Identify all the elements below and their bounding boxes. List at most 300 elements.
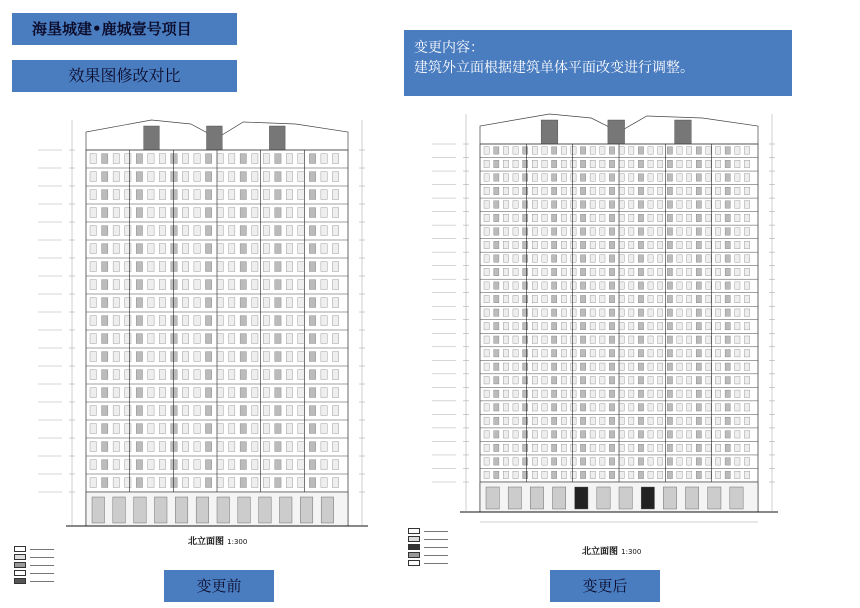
window xyxy=(298,388,304,398)
window xyxy=(648,255,653,262)
window xyxy=(275,172,281,182)
window xyxy=(571,417,576,424)
window xyxy=(263,172,269,182)
window xyxy=(629,268,634,275)
window xyxy=(677,282,682,289)
window xyxy=(571,404,576,411)
window xyxy=(513,322,518,329)
window xyxy=(532,187,537,194)
window xyxy=(113,226,119,236)
window xyxy=(513,160,518,167)
window xyxy=(194,316,200,326)
window xyxy=(609,160,614,167)
window xyxy=(542,309,547,316)
window xyxy=(677,228,682,235)
window xyxy=(240,334,246,344)
window xyxy=(667,363,672,370)
window xyxy=(252,244,258,254)
window xyxy=(590,377,595,384)
window xyxy=(252,478,258,488)
window xyxy=(240,154,246,164)
window xyxy=(580,336,585,343)
window xyxy=(629,255,634,262)
window xyxy=(513,174,518,181)
window xyxy=(229,208,235,218)
before-change-button[interactable]: 变更前 xyxy=(164,570,274,602)
window xyxy=(252,226,258,236)
window xyxy=(580,187,585,194)
window xyxy=(484,228,489,235)
window xyxy=(229,352,235,362)
window xyxy=(298,262,304,272)
window xyxy=(648,147,653,154)
window xyxy=(532,431,537,438)
elevation-drawing-after xyxy=(418,100,828,540)
window xyxy=(552,363,557,370)
window xyxy=(696,431,701,438)
window xyxy=(484,241,489,248)
window xyxy=(677,404,682,411)
window xyxy=(696,228,701,235)
window xyxy=(735,214,740,221)
window xyxy=(552,282,557,289)
window xyxy=(552,377,557,384)
window xyxy=(159,370,165,380)
window xyxy=(136,280,142,290)
roof-module xyxy=(269,126,285,150)
comparison-label: 效果图修改对比 xyxy=(12,60,237,92)
window xyxy=(571,160,576,167)
window xyxy=(309,424,315,434)
window xyxy=(298,190,304,200)
window xyxy=(523,268,528,275)
window xyxy=(182,442,188,452)
window xyxy=(332,244,338,254)
window xyxy=(194,226,200,236)
window xyxy=(561,390,566,397)
window xyxy=(667,187,672,194)
window xyxy=(648,390,653,397)
after-change-button[interactable]: 变更后 xyxy=(550,570,660,602)
window xyxy=(619,444,624,451)
window xyxy=(715,309,720,316)
window xyxy=(90,280,96,290)
window xyxy=(217,460,223,470)
window xyxy=(252,406,258,416)
window xyxy=(696,147,701,154)
window xyxy=(552,187,557,194)
window xyxy=(648,363,653,370)
window xyxy=(542,160,547,167)
window xyxy=(580,444,585,451)
window xyxy=(148,280,154,290)
window xyxy=(263,208,269,218)
window xyxy=(484,147,489,154)
window xyxy=(561,268,566,275)
window xyxy=(309,226,315,236)
window xyxy=(619,160,624,167)
window xyxy=(715,458,720,465)
window xyxy=(658,322,663,329)
window xyxy=(494,471,499,478)
window xyxy=(648,228,653,235)
window xyxy=(715,390,720,397)
window xyxy=(484,458,489,465)
window xyxy=(286,208,292,218)
window xyxy=(523,417,528,424)
window xyxy=(159,388,165,398)
window xyxy=(609,147,614,154)
window xyxy=(590,350,595,357)
window xyxy=(484,350,489,357)
window xyxy=(532,309,537,316)
window xyxy=(561,295,566,302)
window xyxy=(205,442,211,452)
window xyxy=(194,190,200,200)
window xyxy=(590,160,595,167)
window xyxy=(648,431,653,438)
window xyxy=(561,350,566,357)
window xyxy=(677,431,682,438)
window xyxy=(503,241,508,248)
window xyxy=(321,298,327,308)
window xyxy=(113,370,119,380)
window xyxy=(735,201,740,208)
window xyxy=(298,460,304,470)
window xyxy=(332,208,338,218)
window xyxy=(102,154,108,164)
window xyxy=(629,471,634,478)
window xyxy=(171,298,177,308)
window xyxy=(706,174,711,181)
window xyxy=(609,363,614,370)
window xyxy=(484,174,489,181)
window xyxy=(171,370,177,380)
window xyxy=(706,404,711,411)
window xyxy=(523,147,528,154)
window xyxy=(696,404,701,411)
window xyxy=(715,363,720,370)
window xyxy=(513,255,518,262)
window xyxy=(332,406,338,416)
window xyxy=(542,255,547,262)
legend-after xyxy=(408,528,448,568)
window xyxy=(638,350,643,357)
window xyxy=(298,280,304,290)
window xyxy=(561,377,566,384)
window xyxy=(658,336,663,343)
window xyxy=(532,363,537,370)
window xyxy=(484,363,489,370)
window xyxy=(552,309,557,316)
window xyxy=(523,295,528,302)
window xyxy=(513,214,518,221)
window xyxy=(503,309,508,316)
window xyxy=(148,478,154,488)
window xyxy=(638,390,643,397)
window xyxy=(715,295,720,302)
window xyxy=(263,226,269,236)
window xyxy=(171,280,177,290)
window xyxy=(715,147,720,154)
window xyxy=(275,334,281,344)
window xyxy=(148,154,154,164)
window xyxy=(113,190,119,200)
window xyxy=(240,244,246,254)
window xyxy=(113,460,119,470)
caption-scale-before: 1:300 xyxy=(227,538,248,546)
window xyxy=(513,431,518,438)
window xyxy=(571,336,576,343)
window xyxy=(503,268,508,275)
window xyxy=(744,201,749,208)
window xyxy=(194,262,200,272)
window xyxy=(600,377,605,384)
window xyxy=(217,352,223,362)
window xyxy=(494,444,499,451)
window xyxy=(148,316,154,326)
window xyxy=(513,417,518,424)
window xyxy=(571,431,576,438)
window xyxy=(298,442,304,452)
window xyxy=(263,154,269,164)
window xyxy=(90,478,96,488)
window xyxy=(561,322,566,329)
window xyxy=(205,298,211,308)
window xyxy=(523,201,528,208)
window xyxy=(503,404,508,411)
window xyxy=(205,316,211,326)
window xyxy=(263,478,269,488)
window xyxy=(667,417,672,424)
window xyxy=(542,336,547,343)
window xyxy=(240,424,246,434)
window xyxy=(658,377,663,384)
window xyxy=(600,255,605,262)
window xyxy=(677,444,682,451)
window xyxy=(735,404,740,411)
elevation-drawing-before xyxy=(10,100,410,530)
window xyxy=(638,214,643,221)
window xyxy=(619,350,624,357)
window xyxy=(102,298,108,308)
window xyxy=(298,172,304,182)
window xyxy=(275,154,281,164)
window xyxy=(309,442,315,452)
window xyxy=(298,226,304,236)
window xyxy=(600,187,605,194)
project-title: 海垦城建•鹿城壹号项目 xyxy=(12,13,237,45)
window xyxy=(715,201,720,208)
window xyxy=(580,404,585,411)
roof-module xyxy=(207,126,223,150)
window xyxy=(148,442,154,452)
window xyxy=(102,424,108,434)
window xyxy=(629,160,634,167)
window xyxy=(125,388,131,398)
window xyxy=(629,282,634,289)
window xyxy=(332,424,338,434)
window xyxy=(706,228,711,235)
window xyxy=(321,478,327,488)
window xyxy=(590,322,595,329)
window xyxy=(667,160,672,167)
window xyxy=(125,370,131,380)
window xyxy=(696,322,701,329)
window xyxy=(171,388,177,398)
window xyxy=(600,201,605,208)
window xyxy=(205,388,211,398)
drawing-caption-after xyxy=(582,544,641,557)
window xyxy=(677,309,682,316)
window xyxy=(609,295,614,302)
window xyxy=(600,444,605,451)
window xyxy=(321,334,327,344)
window xyxy=(513,295,518,302)
base-opening xyxy=(321,497,334,523)
window xyxy=(229,442,235,452)
window xyxy=(205,154,211,164)
window xyxy=(136,316,142,326)
window xyxy=(136,406,142,416)
window xyxy=(298,316,304,326)
window xyxy=(309,370,315,380)
window xyxy=(229,406,235,416)
window xyxy=(677,322,682,329)
window xyxy=(619,282,624,289)
window xyxy=(125,154,131,164)
window xyxy=(309,334,315,344)
window xyxy=(580,282,585,289)
window xyxy=(205,244,211,254)
window xyxy=(677,363,682,370)
window xyxy=(706,444,711,451)
window xyxy=(217,226,223,236)
window xyxy=(125,460,131,470)
window xyxy=(725,147,730,154)
window xyxy=(619,336,624,343)
window xyxy=(252,280,258,290)
window xyxy=(648,350,653,357)
window xyxy=(600,458,605,465)
window xyxy=(542,295,547,302)
window xyxy=(298,154,304,164)
window xyxy=(298,298,304,308)
window xyxy=(744,160,749,167)
window xyxy=(484,390,489,397)
window xyxy=(580,363,585,370)
window xyxy=(113,208,119,218)
window xyxy=(677,458,682,465)
window xyxy=(159,226,165,236)
window xyxy=(552,174,557,181)
window xyxy=(552,268,557,275)
window xyxy=(494,458,499,465)
window xyxy=(677,295,682,302)
window xyxy=(600,417,605,424)
window xyxy=(194,424,200,434)
window xyxy=(648,160,653,167)
window xyxy=(590,390,595,397)
window xyxy=(580,350,585,357)
window xyxy=(136,298,142,308)
window xyxy=(513,282,518,289)
window xyxy=(561,417,566,424)
window xyxy=(90,406,96,416)
window xyxy=(590,268,595,275)
window xyxy=(629,444,634,451)
window xyxy=(706,268,711,275)
window xyxy=(735,147,740,154)
window xyxy=(609,404,614,411)
window xyxy=(667,241,672,248)
window xyxy=(252,190,258,200)
window xyxy=(609,377,614,384)
window xyxy=(619,417,624,424)
window xyxy=(629,295,634,302)
window xyxy=(125,280,131,290)
window xyxy=(658,431,663,438)
window xyxy=(217,406,223,416)
window xyxy=(503,431,508,438)
window xyxy=(182,190,188,200)
roof-module xyxy=(144,126,160,150)
window xyxy=(309,478,315,488)
window xyxy=(648,444,653,451)
window xyxy=(484,295,489,302)
window xyxy=(182,388,188,398)
window xyxy=(677,417,682,424)
window xyxy=(523,160,528,167)
window xyxy=(706,471,711,478)
window xyxy=(609,309,614,316)
window xyxy=(217,280,223,290)
window xyxy=(523,282,528,289)
window xyxy=(321,226,327,236)
window xyxy=(590,417,595,424)
window xyxy=(136,388,142,398)
window xyxy=(735,228,740,235)
window xyxy=(600,295,605,302)
window xyxy=(484,444,489,451)
window xyxy=(532,322,537,329)
window xyxy=(125,226,131,236)
window xyxy=(735,255,740,262)
window xyxy=(571,363,576,370)
window xyxy=(715,282,720,289)
window xyxy=(136,190,142,200)
window xyxy=(561,187,566,194)
window xyxy=(687,282,692,289)
window xyxy=(744,444,749,451)
window xyxy=(125,316,131,326)
window xyxy=(677,214,682,221)
window xyxy=(725,228,730,235)
roof-module xyxy=(608,120,625,144)
window xyxy=(561,309,566,316)
base-opening xyxy=(92,497,105,523)
window xyxy=(484,187,489,194)
window xyxy=(90,154,96,164)
window xyxy=(171,244,177,254)
window xyxy=(484,404,489,411)
window xyxy=(687,255,692,262)
window xyxy=(229,424,235,434)
window xyxy=(658,241,663,248)
window xyxy=(484,201,489,208)
window xyxy=(263,406,269,416)
window xyxy=(286,406,292,416)
